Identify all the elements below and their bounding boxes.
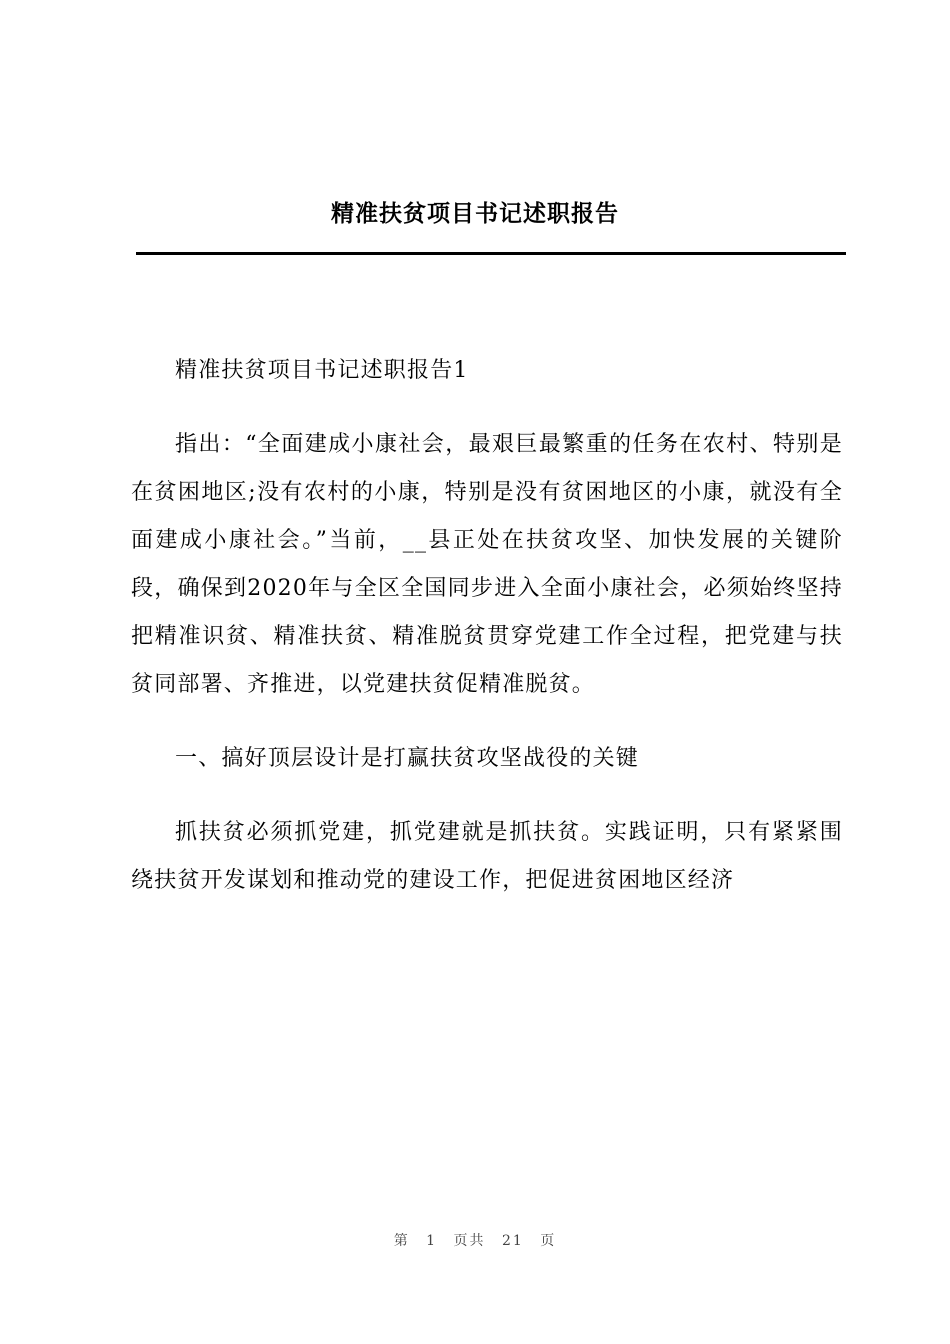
footer-suffix: 页: [540, 1233, 557, 1249]
document-subtitle: 精准扶贫项目书记述职报告1: [175, 358, 469, 383]
page-title: 精准扶贫项目书记述职报告: [331, 200, 619, 227]
document-body: [131, 347, 843, 931]
section-heading-1: 一、搞好顶层设计是打赢扶贫攻坚战役的关键: [175, 746, 640, 771]
footer-total-pages: 21: [502, 1233, 524, 1249]
title-divider: [136, 252, 846, 255]
footer-page-number: 1: [426, 1233, 438, 1249]
footer-middle: 页共: [453, 1233, 486, 1249]
page-footer: [0, 1230, 950, 1250]
footer-prefix: 第: [393, 1233, 410, 1249]
paragraph-intro: 指出：“全面建成小康社会，最艰巨最繁重的任务在农村、特别是在贫困地区;没有农村的小康，特别是没有贫困地区的小康，就没有全面建成小康社会。”当前，__县正处在扶贫攻坚、加快发展的关键阶段，确保到2020年与全区全国同步进入全面小康社会，必须始终坚持把精准识贫、精准扶贫、精准脱贫贯穿党建工作全过程，把党建与扶贫同部署、齐推进，以党建扶贫促精准脱贫。: [131, 432, 843, 697]
paragraph-section-1: 抓扶贫必须抓党建，抓党建就是抓扶贫。实践证明，只有紧紧围绕扶贫开发谋划和推动党的建设工作，把促进贫困地区经济: [131, 820, 843, 893]
